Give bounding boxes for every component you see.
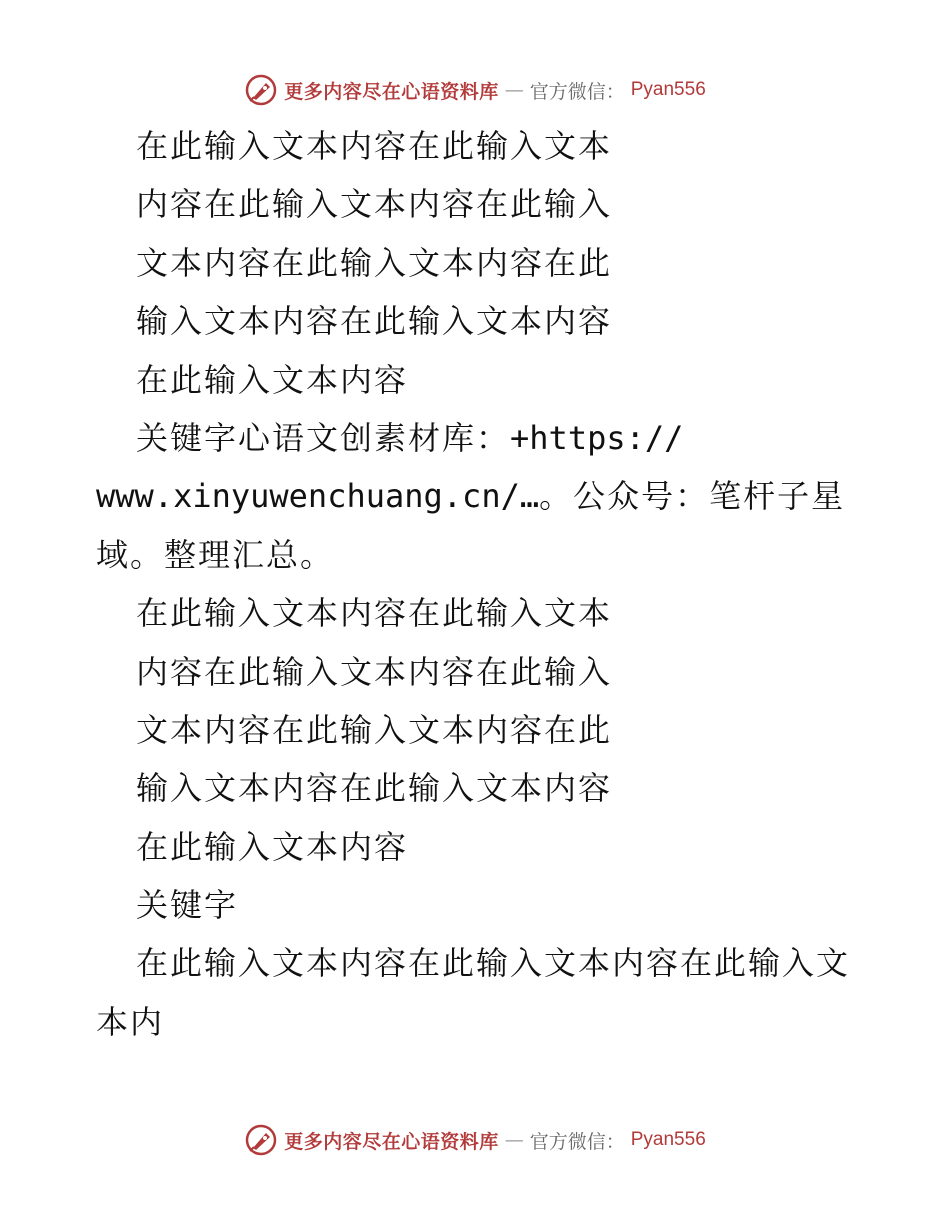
separator-dash: — [504,79,524,101]
keyword-label: 关键字 [136,886,239,925]
text-line: 内容在此输入文本内容在此输入 [136,185,613,224]
keyword-line-1 [96,409,876,467]
text-line: 文本内容在此输入文本内容在此 [136,243,613,282]
header-banner [0,70,950,110]
separator-dash: — [504,1129,524,1151]
keyword-line-2 [96,467,876,525]
wechat-label: 官方微信： [529,80,625,103]
text-line: 输入文本内容在此输入文本内容 [136,769,613,808]
text-line: 输入文本内容在此输入文本内容 [136,302,613,341]
keyword-url-rest: www.xinyuwenchuang.cn/… [96,477,540,516]
keyword-url-start: +https:// [510,418,684,457]
promo-text: 更多内容尽在心语资料库 [284,80,499,103]
promo-text: 更多内容尽在心语资料库 [284,1130,499,1153]
pen-nib-circle-icon [244,1123,278,1157]
text-line: 文本内容在此输入文本内容在此 [136,710,613,749]
pen-nib-circle-icon [244,73,278,107]
text-line: 在此输入文本内容 [136,827,409,866]
wechat-id: Pyan556 [630,1129,706,1150]
keyword-line-3: 域。整理汇总。 [96,535,335,574]
wechat-label: 官方微信： [529,1130,625,1153]
text-line: 在此输入文本内容在此输入文本 [136,594,613,633]
keyword-prefix: 关键字心语文创素材库： [136,418,511,457]
final-line-1: 在此输入文本内容在此输入文本内容在此输入文 [136,944,851,983]
final-line-2: 本内 [96,1002,165,1041]
text-line: 内容在此输入文本内容在此输入 [136,652,613,691]
footer-banner [0,1120,950,1160]
text-line: 在此输入文本内容 [136,360,409,399]
keyword-account: 。公众号：笔杆子星 [539,477,846,516]
wechat-id: Pyan556 [630,79,706,100]
document-body [96,117,876,1051]
text-line: 在此输入文本内容在此输入文本 [136,127,613,165]
